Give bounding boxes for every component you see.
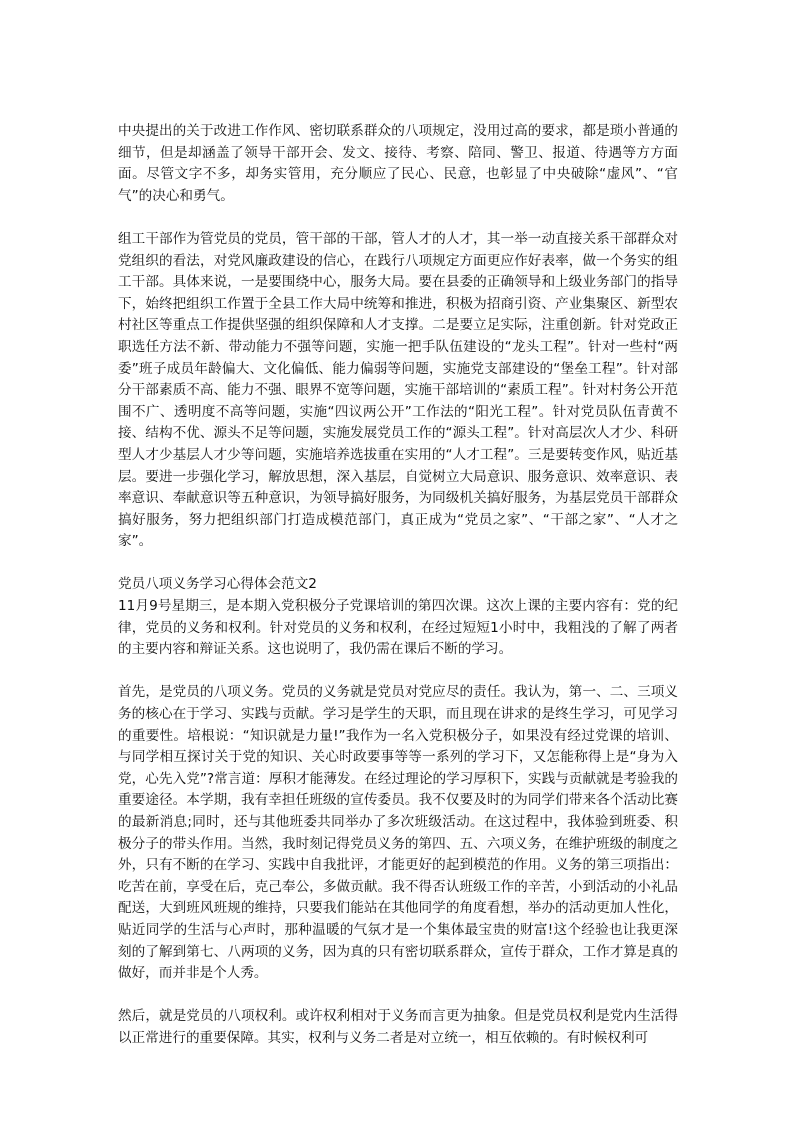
paragraph-spacer xyxy=(118,553,678,575)
paragraph-spacer xyxy=(118,661,678,683)
document-page xyxy=(118,121,678,1050)
paragraph-4: 首先，是党员的八项义务。党员的义务就是党员对党应尽的责任。我认为，第一、二、三项义务的核心在于学习、实践与贡献。学习是学生的天职，而且现在讲求的是终生学习，可见学习的重要性。培根说：“知识就是力量!”我作为一名入党积极分子，如果没有经过党课的培训、与同学相互探讨关于党的知识、关心时政要事等等一系列的学习下，又怎能称得上是“身为入党，心先入党”?常言道：厚积才能薄发。在经过理论的学习厚积下，实践与贡献就是考验我的重要途径。本学期，我有幸担任班级的宣传委员。我不仅要及时的为同学们带来各个活动比赛的最新消息;同时，还与其他班委共同举办了多次班级活动。在这过程中，我体验到班委、积极分子的带头作用。当然，我时刻记得党员义务的第四、五、六项义务，在维护班级的制度之外，只有不断的在学习、实践中自我批评，才能更好的起到模范的作用。义务的第三项指出：吃苦在前，享受在后，克己奉公，多做贡献。我不得否认班级工作的辛苦，小到活动的小礼品配送，大到班风班规的维持，只要我们能站在其他同学的角度看想，举办的活动更加人性化，贴近同学的生活与心声时，那种温暖的气氛才是一个集体最宝贵的财富!这个经验也让我更深刻的了解到第七、八两项的义务，因为真的只有密切联系群众，宣传于群众，工作才算是真的做好，而并非是个人秀。 xyxy=(118,684,678,982)
paragraph-1: 中央提出的关于改进工作作风、密切联系群众的八项规定，没用过高的要求，都是琐小普通的细节，但是却涵盖了领导干部开会、发文、接待、考察、陪同、警卫、报道、待遇等方方面面。尽管文字不多，却务实管用，充分顺应了民心、民意，也彰显了中央破除“虚风”、“官气”的决心和勇气。 xyxy=(118,123,678,204)
paragraph-3: 11月9号星期三，是本期入党积极分子党课培训的第四次课。这次上课的主要内容有：党的纪律，党员的义务和权利。针对党员的义务和权利，在经过短短1小时中，我粗浅的了解了两者的主要内容和辩证关系。这也说明了，我仍需在课后不断的学习。 xyxy=(118,598,678,658)
paragraph-5: 然后，就是党员的八项权利。或许权利相对于义务而言更为抽象。但是党员权利是党内生活得以正常进行的重要保障。其实，权利与义务二者是对立统一，相互依赖的。有时候权利可 xyxy=(118,1008,678,1046)
paragraph-spacer xyxy=(118,985,678,1007)
paragraph-2: 组工干部作为管党员的党员，管干部的干部，管人才的人才，其一举一动直接关系干部群众对党组织的看法，对党风廉政建设的信心，在践行八项规定方面更应作好表率，做一个务实的组工干部。具体来说，一是要围绕中心，服务大局。要在县委的正确领导和上级业务部门的指导下，始终把组织工作置于全县工作大局中统筹和推进，积极为招商引资、产业集聚区、新型农村社区等重点工作提供坚强的组织保障和人才支撑。二是要立足实际，注重创新。针对党政正职选任方法不新、带动能力不强等问题，实施一把手队伍建设的“龙头工程”。针对一些村“两委”班子成员年龄偏大、文化偏低、能力偏弱等问题，实施党支部建设的“堡垒工程”。针对部分干部素质不高、能力不强、眼界不宽等问题，实施干部培训的“素质工程”。针对村务公开范围不广、透明度不高等问题，实施“四议两公开”工作法的“阳光工程”。针对党员队伍青黄不接、结构不优、源头不足等问题，实施发展党员工作的“源头工程”。针对高层次人才少、科研型人才少基层人才少等问题，实施培养选拔重在实用的“人才工程”。三是要转变作风，贴近基层。要进一步强化学习，解放思想，深入基层，自觉树立大局意识、服务意识、效率意识、表率意识、奉献意识等五种意识，为领导搞好服务，为同级机关搞好服务，为基层党员干部群众搞好服务，努力把组织部门打造成模范部门，真正成为“党员之家”、“干部之家”、“人才之家”。 xyxy=(118,230,678,550)
paragraph-spacer xyxy=(118,207,678,229)
section-heading: 党员八项义务学习心得体会范文2 xyxy=(118,576,317,593)
